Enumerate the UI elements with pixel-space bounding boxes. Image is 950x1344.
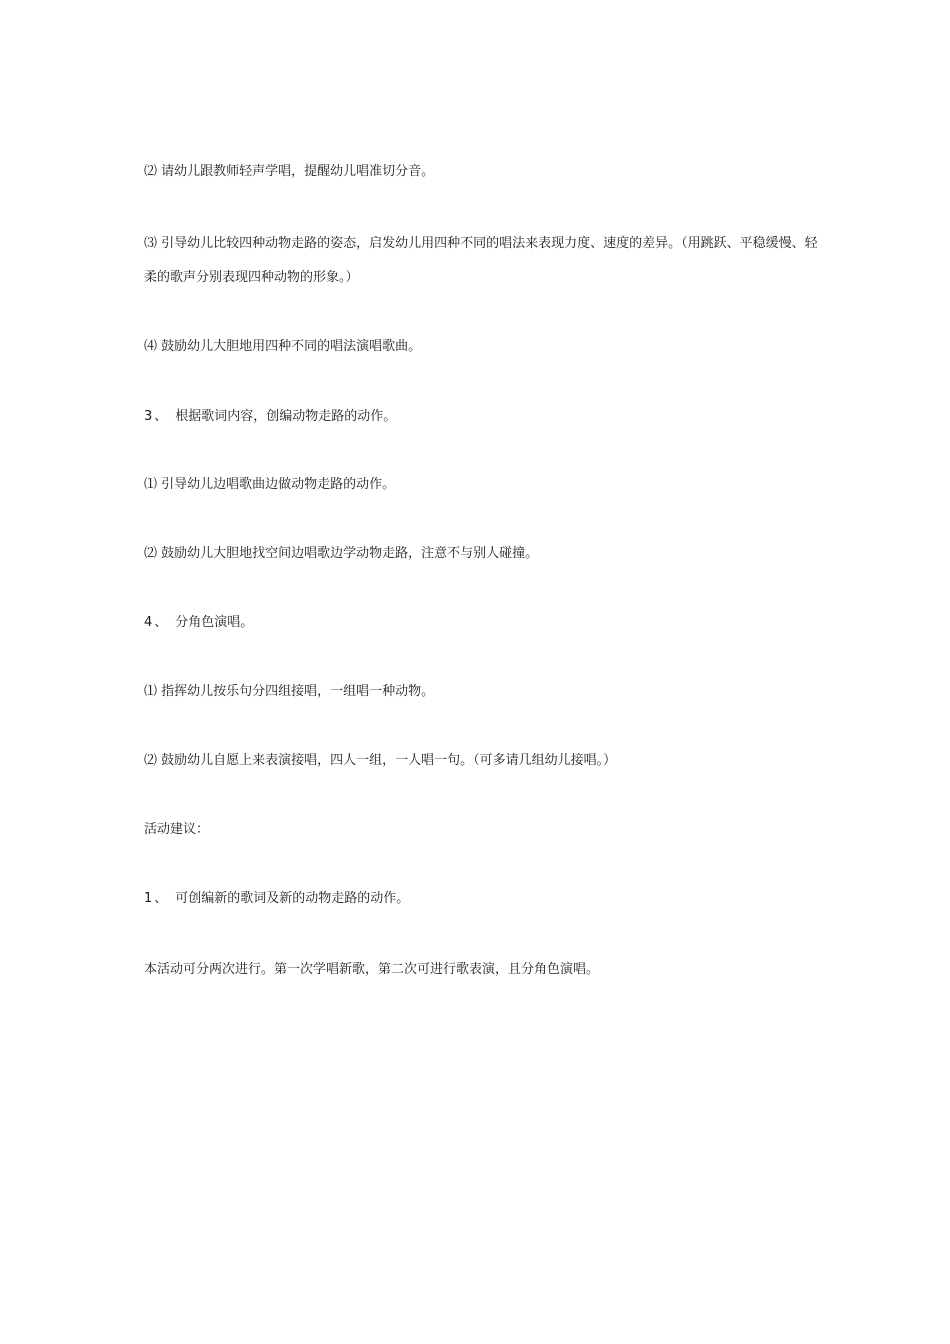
list-number: 3 (144, 409, 153, 424)
suggestion-note (144, 953, 824, 987)
list-separator: 、 (154, 891, 168, 906)
paragraph-text: ⑴ 引导幼儿边唱歌曲边做动物走路的动作。 (144, 477, 396, 492)
paragraph-step-4-2 (144, 744, 824, 778)
suggestion-item-1 (144, 882, 824, 916)
paragraph-text: ⑵ 请幼儿跟教师轻声学唱，提醒幼儿唱准切分音。 (144, 164, 435, 179)
paragraph-text: 可创编新的歌词及新的动物走路的动作。 (175, 891, 410, 906)
paragraph-text: 本活动可分两次进行。第一次学唱新歌，第二次可进行歌表演，且分角色演唱。 (144, 962, 600, 977)
list-separator: 、 (154, 409, 168, 424)
paragraph-text: ⑵ 鼓励幼儿自愿上来表演接唱，四人一组，一人唱一句。（可多请几组幼儿接唱。） (144, 753, 617, 768)
paragraph-step-3-1 (144, 468, 824, 502)
paragraph-step-3-2 (144, 537, 824, 571)
list-number: 1 (144, 891, 153, 906)
list-number: 4 (144, 615, 153, 630)
paragraph-text: ⑶ 引导幼儿比较四种动物走路的姿态，启发幼儿用四种不同的唱法来表现力度、速度的差异。（用跳跃、平稳缓慢、轻柔的歌声分别表现四种动物的形象。） (144, 236, 818, 285)
section-heading-3 (144, 400, 824, 434)
paragraph-step-4-1 (144, 675, 824, 709)
paragraph-text: 活动建议： (144, 822, 210, 837)
paragraph-text: 分角色演唱。 (175, 615, 254, 630)
section-heading-4 (144, 606, 824, 640)
paragraph-step-2-4 (144, 330, 824, 364)
paragraph-step-2-3 (144, 227, 824, 295)
activity-suggestions-heading (144, 813, 824, 847)
paragraph-text: ⑷ 鼓励幼儿大胆地用四种不同的唱法演唱歌曲。 (144, 339, 422, 354)
paragraph-text: ⑵ 鼓励幼儿大胆地找空间边唱歌边学动物走路，注意不与别人碰撞。 (144, 546, 539, 561)
paragraph-text: 根据歌词内容，创编动物走路的动作。 (175, 409, 397, 424)
list-separator: 、 (154, 615, 168, 630)
paragraph-step-2-2 (144, 155, 824, 189)
paragraph-text: ⑴ 指挥幼儿按乐句分四组接唱，一组唱一种动物。 (144, 684, 435, 699)
